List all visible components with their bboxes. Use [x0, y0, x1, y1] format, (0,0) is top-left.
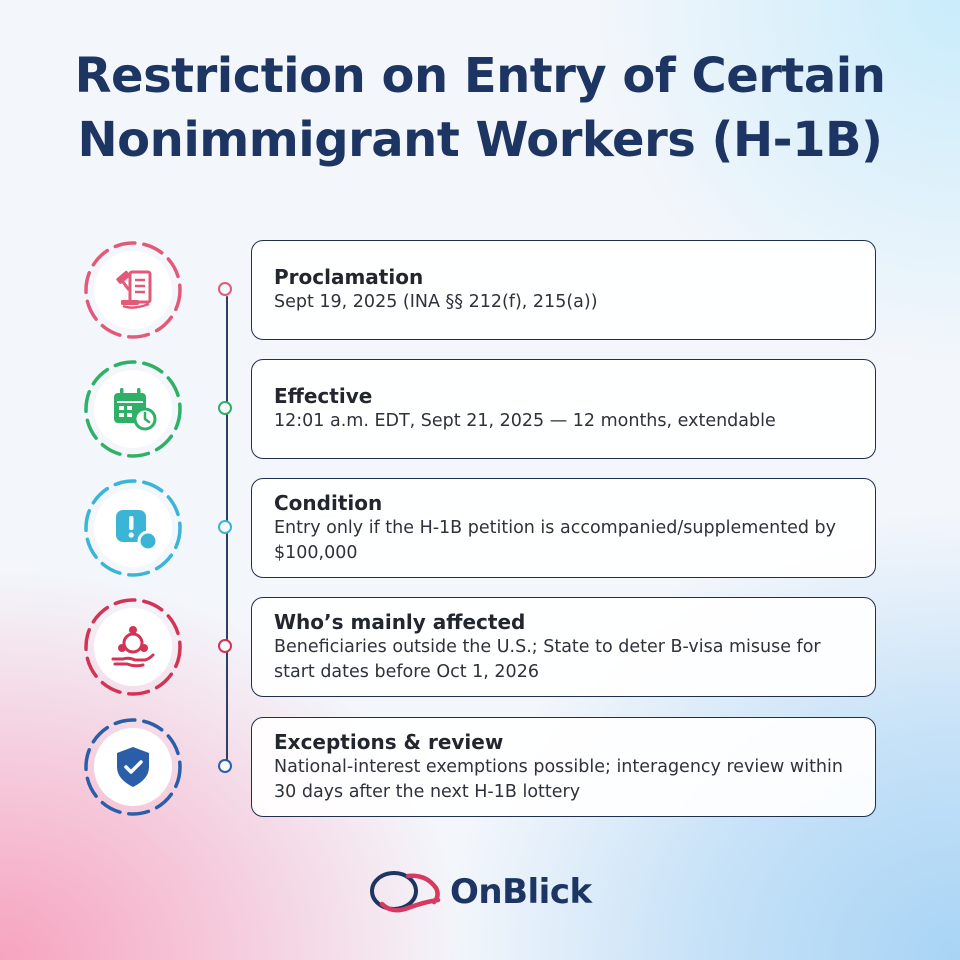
- gavel-document-icon: [83, 240, 183, 340]
- card-description: Sept 19, 2025 (INA §§ 212(f), 215(a)): [274, 292, 598, 312]
- timeline-item-condition: [0, 478, 960, 578]
- timeline-dot: [218, 639, 232, 653]
- onblick-logo-icon: [368, 866, 444, 916]
- timeline-card: [251, 359, 876, 459]
- card-description: National-interest exemptions possible; interagency review within 30 days after the next H-1B lottery: [274, 757, 843, 802]
- timeline-item-proclamation: [0, 240, 960, 340]
- timeline-dot: [218, 401, 232, 415]
- brand-name: OnBlick: [450, 872, 592, 912]
- card-description: 12:01 a.m. EDT, Sept 21, 2025 — 12 months, extendable: [274, 411, 776, 431]
- timeline-item-effective: [0, 359, 960, 459]
- timeline-card: [251, 478, 876, 578]
- card-title: Who’s mainly affected: [274, 610, 526, 634]
- page-title-line-1: Restriction on Entry of Certain: [74, 48, 886, 104]
- timeline-dot: [218, 520, 232, 534]
- hand-people-icon: [83, 597, 183, 697]
- page-title: [0, 44, 960, 172]
- timeline-dot: [218, 282, 232, 296]
- timeline-item-affected: [0, 597, 960, 697]
- timeline-dot: [218, 759, 232, 773]
- timeline-item-exceptions: [0, 717, 960, 817]
- card-description: Beneficiaries outside the U.S.; State to deter B-visa misuse for start dates before Oct 1, 2026: [274, 637, 821, 682]
- shield-check-icon: [83, 717, 183, 817]
- timeline-card: [251, 597, 876, 697]
- brand-logo: [368, 862, 608, 918]
- page-title-line-2: Nonimmigrant Workers (H-1B): [77, 112, 883, 168]
- card-title: Condition: [274, 491, 383, 515]
- alert-icon: [83, 478, 183, 578]
- timeline-card: [251, 240, 876, 340]
- calendar-clock-icon: [83, 359, 183, 459]
- card-title: Effective: [274, 384, 373, 408]
- timeline-card: [251, 717, 876, 817]
- card-title: Exceptions & review: [274, 730, 504, 754]
- card-description: Entry only if the H-1B petition is accompanied/supplemented by $100,000: [274, 518, 836, 563]
- card-title: Proclamation: [274, 265, 424, 289]
